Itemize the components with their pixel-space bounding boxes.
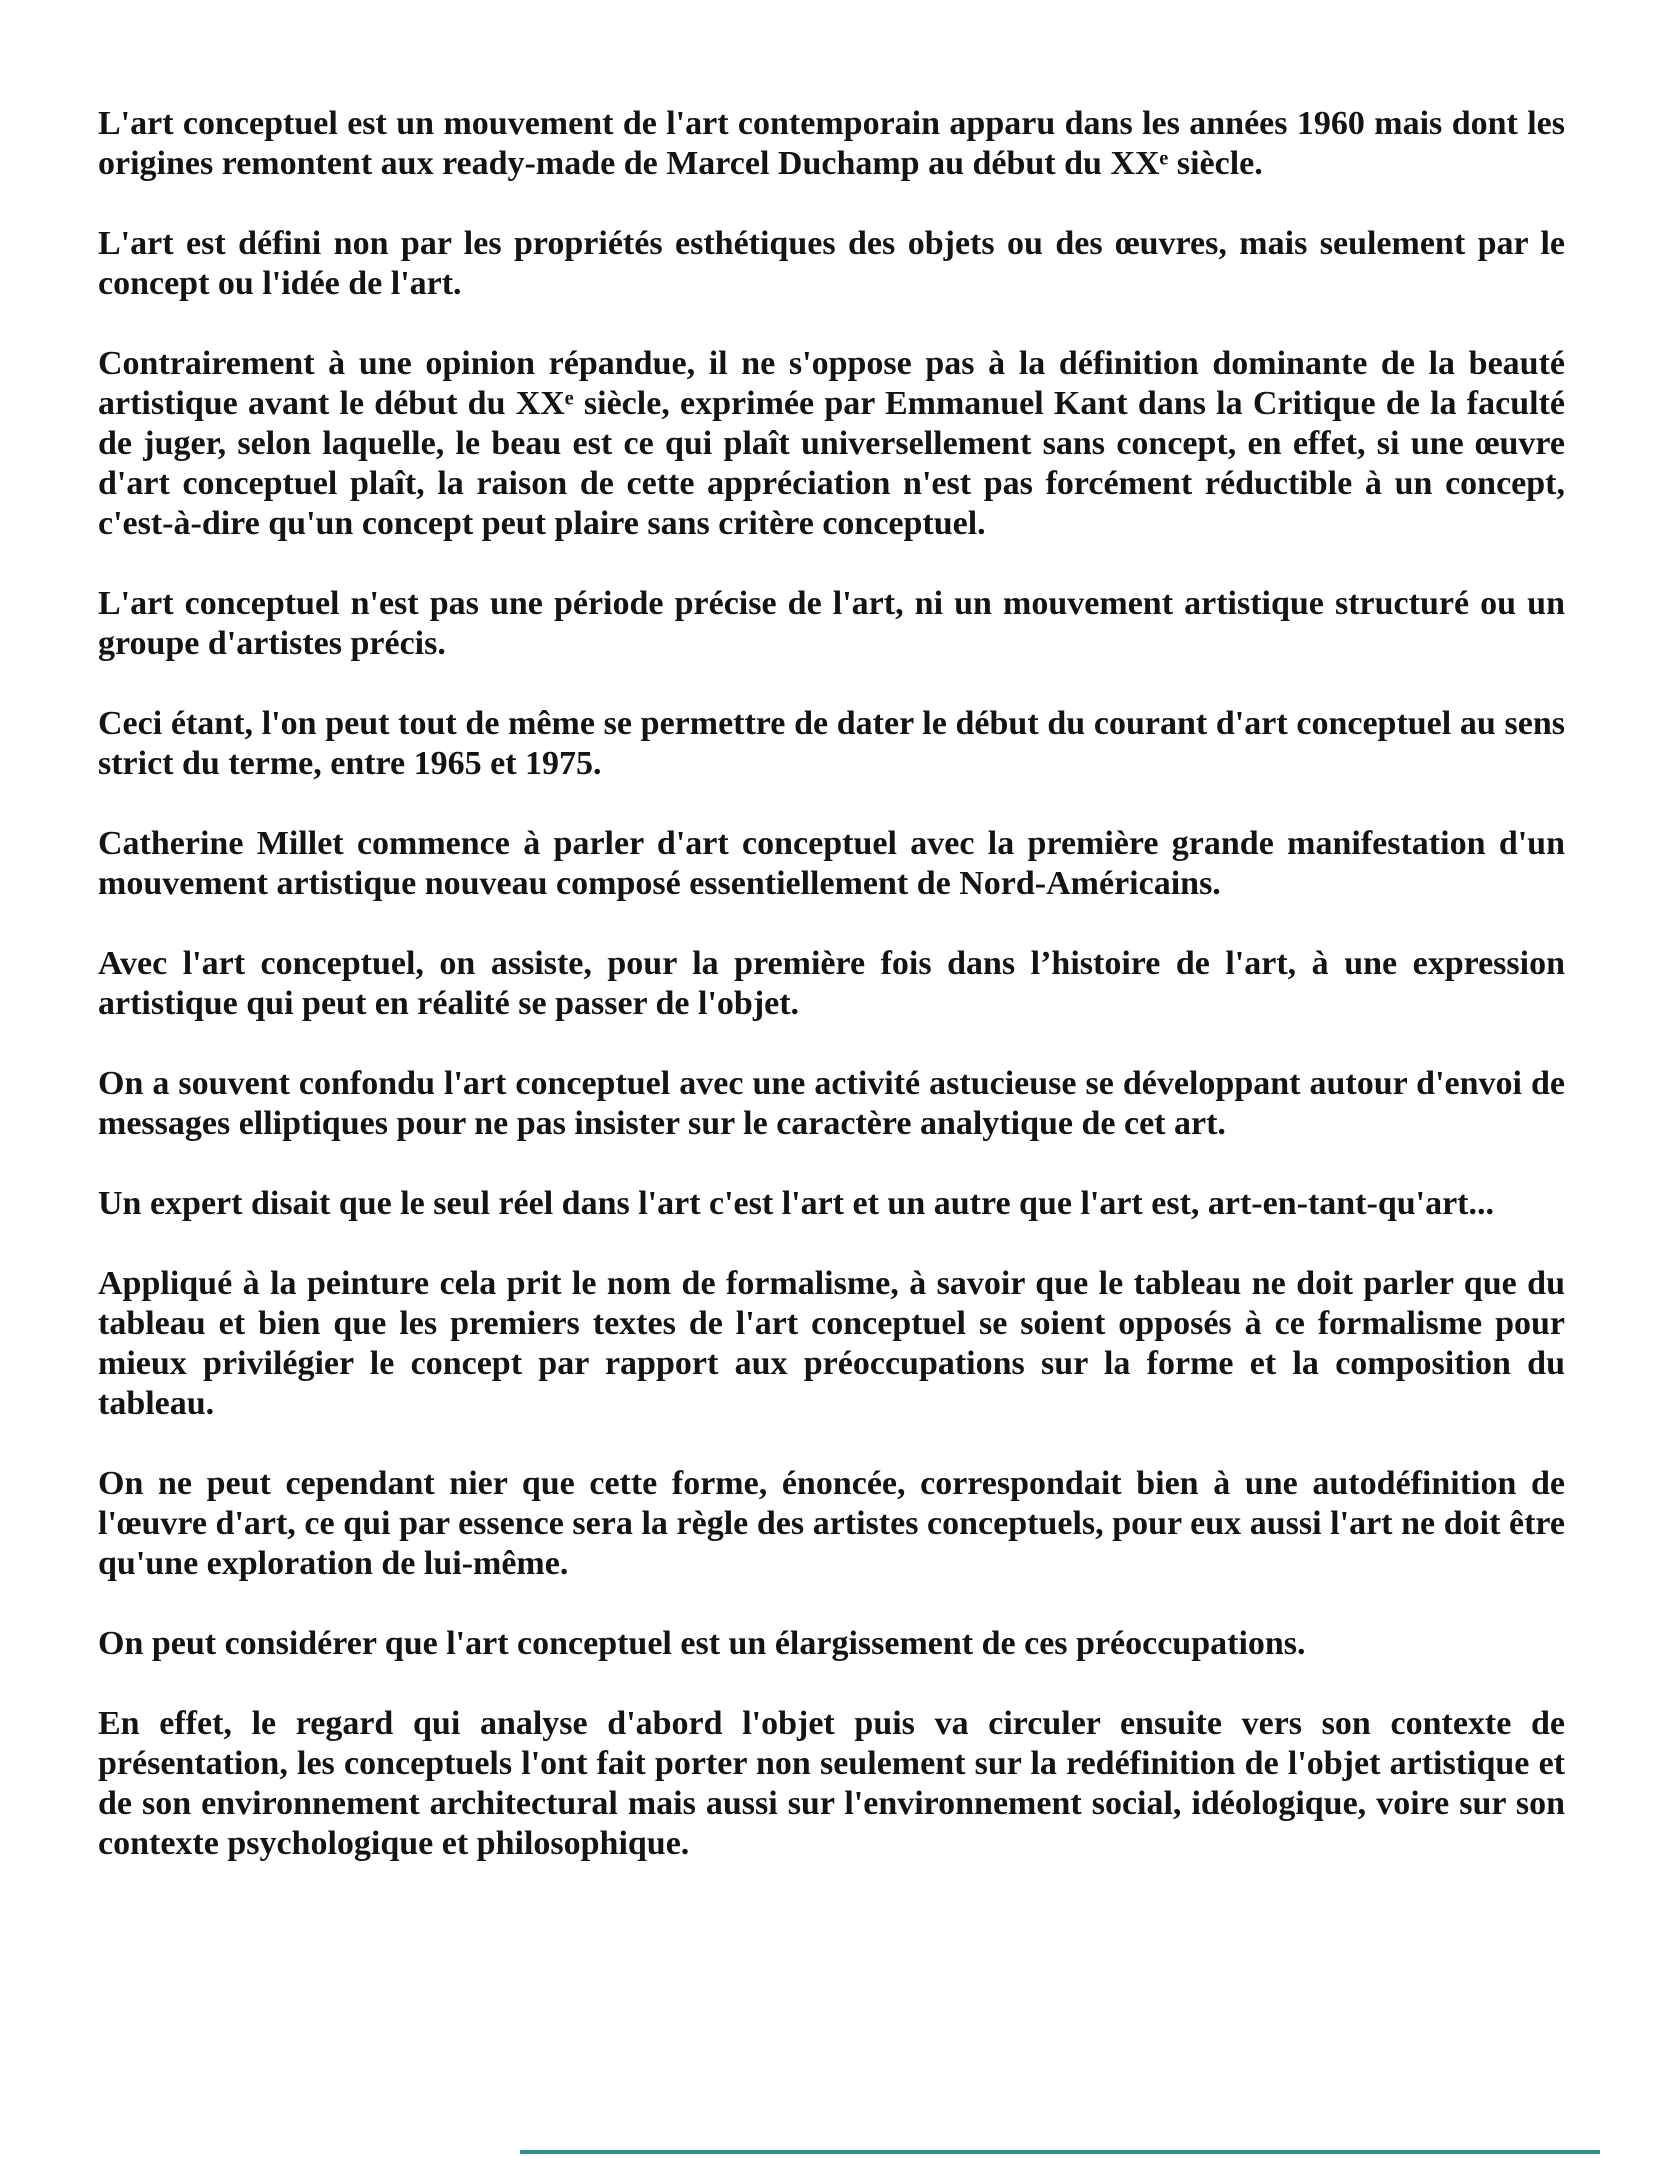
paragraph-8: On a souvent confondu l'art conceptuel avec une activité astucieuse se développant autour d'envoi de messages elliptiques pour ne pas insister sur le caractère analytique de cet art. — [98, 1065, 1565, 1142]
paragraph-12: On peut considérer que l'art conceptuel est un élargissement de ces préoccupations. — [98, 1625, 1306, 1662]
paragraph-13: En effet, le regard qui analyse d'abord l'objet puis va circuler ensuite vers son contexte de présentation, les conceptuels l'ont fait porter non seulement sur la redéfinition de l'objet artistique et de son environnement architectural mais aussi sur l'environnement social, idéologique, voire sur son contexte psychologique et philosophique. — [98, 1705, 1565, 1862]
bottom-rule — [520, 2150, 1600, 2154]
paragraph-7: Avec l'art conceptuel, on assiste, pour la première fois dans l’histoire de l'art, à une expression artistique qui peut en réalité se passer de l'objet. — [98, 945, 1565, 1022]
paragraph-2: L'art est défini non par les propriétés esthétiques des objets ou des œuvres, mais seulement par le concept ou l'idée de l'art. — [98, 225, 1565, 302]
paragraph-11: On ne peut cependant nier que cette forme, énoncée, correspondait bien à une autodéfinition de l'œuvre d'art, ce qui par essence sera la règle des artistes conceptuels, pour eux aussi l'art ne doit être qu'une exploration de lui-même. — [98, 1465, 1565, 1582]
paragraph-4: L'art conceptuel n'est pas une période précise de l'art, ni un mouvement artistique structuré ou un groupe d'artistes précis. — [98, 585, 1565, 662]
paragraph-10: Appliqué à la peinture cela prit le nom de formalisme, à savoir que le tableau ne doit parler que du tableau et bien que les premiers textes de l'art conceptuel se soient opposés à ce formalisme pour mieux privilégier le concept par rapport aux préoccupations sur la forme et la composition du tableau. — [98, 1265, 1565, 1422]
paragraph-5: Ceci étant, l'on peut tout de même se permettre de dater le début du courant d'art conceptuel au sens strict du terme, entre 1965 et 1975. — [98, 705, 1565, 782]
paragraph-6: Catherine Millet commence à parler d'art conceptuel avec la première grande manifestation d'un mouvement artistique nouveau composé essentiellement de Nord-Américains. — [98, 825, 1565, 902]
paragraph-9: Un expert disait que le seul réel dans l'art c'est l'art et un autre que l'art est, art-en-tant-qu'art... — [98, 1185, 1495, 1222]
paragraph-1: L'art conceptuel est un mouvement de l'art contemporain apparu dans les années 1960 mais dont les origines remontent aux ready-made de Marcel Duchamp au début du XXᵉ siècle. — [98, 105, 1565, 182]
document-body — [98, 104, 1565, 1904]
paragraph-3: Contrairement à une opinion répandue, il ne s'oppose pas à la définition dominante de la beauté artistique avant le début du XXᵉ siècle, exprimée par Emmanuel Kant dans la Critique de la faculté de juger, selon laquelle, le beau est ce qui plaît universellement sans concept, en effet, si une œuvre d'art conceptuel plaît, la raison de cette appréciation n'est pas forcément réductible à un concept, c'est-à-dire qu'un concept peut plaire sans critère conceptuel. — [98, 345, 1565, 542]
